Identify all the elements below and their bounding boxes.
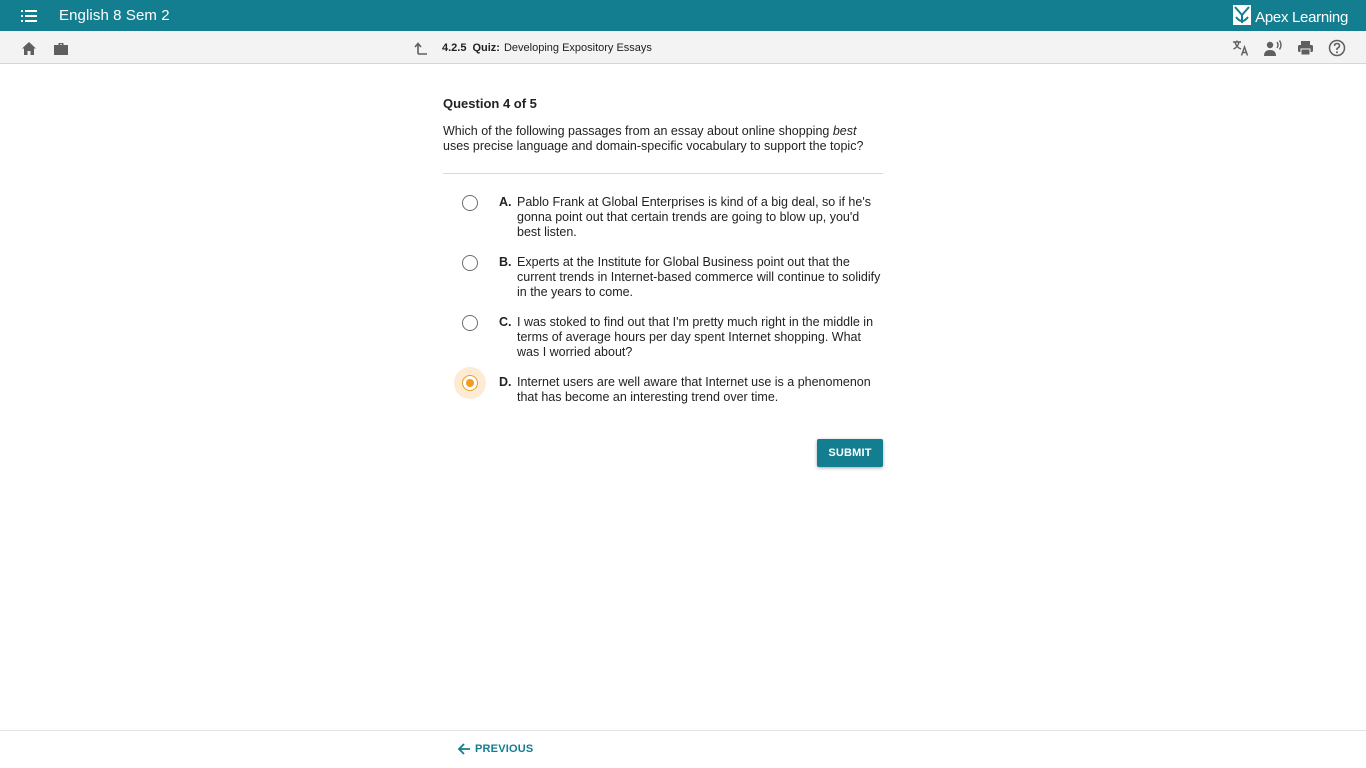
- brand-name: Apex Learning: [1255, 9, 1348, 26]
- answer-text: Internet users are well aware that Internet use is a phenomenon that has become an interesting trend over time.: [517, 375, 871, 404]
- answer-letter: C.: [499, 315, 512, 329]
- top-bar: [0, 0, 1366, 31]
- answer-option-d[interactable]: [443, 375, 883, 405]
- text-to-speech-icon[interactable]: [1263, 38, 1283, 58]
- list-menu-icon[interactable]: [18, 5, 40, 27]
- answer-text: Experts at the Institute for Global Business point out that the current trends in Internet-based commerce will continue to solidify in the years to come.: [517, 255, 881, 299]
- radio-wrapper: [454, 367, 486, 399]
- radio-button[interactable]: [462, 315, 478, 331]
- briefcase-icon[interactable]: [51, 38, 71, 58]
- apex-logo-icon: [1233, 5, 1251, 30]
- question-panel: [443, 96, 883, 420]
- footer-nav: [0, 730, 1366, 768]
- radio-wrapper: [454, 187, 486, 219]
- home-icon[interactable]: [19, 38, 39, 58]
- arrow-left-icon: [457, 741, 473, 757]
- brand-logo: [1233, 5, 1348, 30]
- answer-letter: A.: [499, 195, 512, 209]
- answer-list: [443, 195, 883, 405]
- question-prompt: [443, 124, 883, 174]
- toolbar: [0, 31, 1366, 64]
- breadcrumb: [414, 31, 652, 64]
- radio-button-selected[interactable]: [462, 375, 478, 391]
- translate-icon[interactable]: [1231, 38, 1251, 58]
- radio-wrapper: [454, 307, 486, 339]
- up-arrow-icon[interactable]: [414, 39, 432, 57]
- answer-letter: D.: [499, 375, 512, 389]
- prompt-text-before: Which of the following passages from an essay about online shopping: [443, 124, 833, 138]
- previous-button[interactable]: [457, 741, 533, 757]
- answer-text: Pablo Frank at Global Enterprises is kind of a big deal, so if he's gonna point out that certain trends are going to blow up, you'd best listen.: [517, 195, 871, 239]
- previous-label: PREVIOUS: [475, 743, 534, 755]
- answer-option-c[interactable]: [443, 315, 883, 360]
- radio-dot: [466, 379, 474, 387]
- help-icon[interactable]: [1327, 38, 1347, 58]
- question-heading: Question 4 of 5: [443, 96, 537, 111]
- radio-button[interactable]: [462, 195, 478, 211]
- activity-title: Developing Expository Essays: [503, 41, 652, 54]
- radio-wrapper: [454, 247, 486, 279]
- print-icon[interactable]: [1295, 38, 1315, 58]
- submit-button[interactable]: SUBMIT: [817, 439, 883, 467]
- answer-option-b[interactable]: [443, 255, 883, 300]
- prompt-text-after: uses precise language and domain-specific vocabulary to support the topic?: [443, 139, 864, 153]
- course-title: English 8 Sem 2: [59, 7, 170, 24]
- answer-letter: B.: [499, 255, 512, 269]
- lesson-number: 4.2.5: [442, 41, 467, 54]
- answer-option-a[interactable]: [443, 195, 883, 240]
- radio-button[interactable]: [462, 255, 478, 271]
- answer-text: I was stoked to find out that I'm pretty much right in the middle in terms of average hours per day spent Internet shopping. What was I worried about?: [517, 315, 874, 359]
- prompt-emphasis: best: [832, 124, 857, 138]
- activity-type: Quiz:: [472, 41, 500, 54]
